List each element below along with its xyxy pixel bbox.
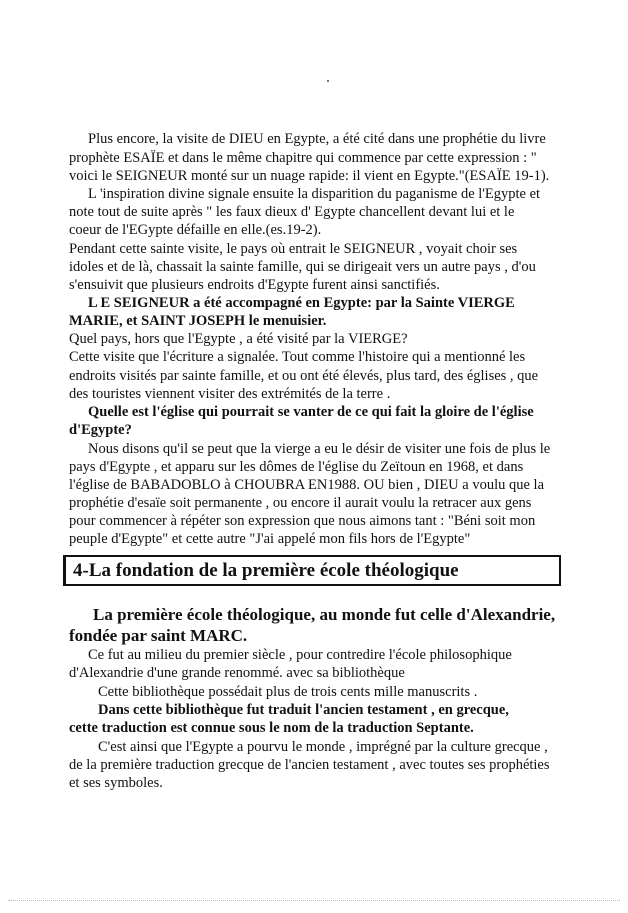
- text-line: voici le SEIGNEUR monté sur un nuage rapide: il vient en Egypte."(ESAÏE 19-1).: [69, 168, 550, 184]
- bold-question-line: d'Egypte?: [69, 422, 132, 438]
- text-line: Quel pays, hors que l'Egypte , a été visité par la VIERGE?: [69, 331, 408, 347]
- bold-text-line: cette traduction est connue sous le nom de la traduction Septante.: [69, 720, 474, 736]
- text-line: endroits visités par sainte famille, et ou ont été élevés, plus tard, des églises , que: [69, 368, 539, 384]
- text-line: peuple d'Egypte" et cette autre "J'ai appelé mon fils hors de l'Egypte": [69, 531, 471, 547]
- section-heading-box: [63, 555, 561, 586]
- text-line: Cette visite que l'écriture a signalée. Tout comme l'histoire qui a mentionné les: [69, 349, 526, 365]
- text-line: L 'inspiration divine signale ensuite la disparition du paganisme de l'Egypte et: [88, 186, 541, 202]
- text-line: l'église de BABADOBLO à CHOUBRA EN1988. OU bien , DIEU a voulu que la: [69, 477, 545, 493]
- text-line: Pendant cette sainte visite, le pays où entrait le SEIGNEUR , voyait choir ses: [69, 241, 518, 257]
- bold-text-line: L E SEIGNEUR a été accompagné en Egypte: par la Sainte VIERGE: [88, 295, 515, 311]
- subsection-title-line: La première école théologique, au monde fut celle d'Alexandrie,: [93, 605, 556, 624]
- text-line: Ce fut au milieu du premier siècle , pour contredire l'école philosophique: [88, 647, 512, 663]
- text-line: prophétie d'esaïe soit permanente , ou encore il aurait voulu la retracer aux gens: [69, 495, 532, 511]
- text-line: pays d'Egypte , et apparu sur les dômes de l'église du Zeïtoun en 1968, et dans: [69, 459, 524, 475]
- text-line: s'ensuivit que plusieurs endroits d'Egypte furent ainsi sanctifiés.: [69, 277, 440, 293]
- text-line: d'Alexandrie d'une grande renommé. avec sa bibliothèque: [69, 665, 405, 681]
- text-line: Plus encore, la visite de DIEU en Egypte, a été cité dans une prophétie du livre: [88, 131, 546, 147]
- scan-edge-line: [8, 900, 620, 901]
- bold-question-line: Quelle est l'église qui pourrait se vanter de ce qui fait la gloire de l'église: [88, 404, 534, 420]
- text-line: Nous disons qu'il se peut que la vierge a eu le désir de visiter une fois de plus le: [88, 441, 551, 457]
- text-line: pour commencer à répéter son expression que nous aimons tant : "Béni soit mon: [69, 513, 536, 529]
- text-line: note tout de suite après " les faux dieux d' Egypte chancellent devant lui et le: [69, 204, 515, 220]
- text-line: des touristes viennent visiter des extrémités de la terre .: [69, 386, 391, 402]
- bold-text-line: MARIE, et SAINT JOSEPH le menuisier.: [69, 313, 327, 329]
- text-line: prophète ESAÏE et dans le même chapitre qui commence par cette expression : ": [69, 150, 537, 166]
- scan-speck: [327, 80, 329, 82]
- text-line: Cette bibliothèque possédait plus de trois cents mille manuscrits .: [98, 684, 478, 700]
- text-line: de la première traduction grecque de l'ancien testament , avec toutes ses prophéties: [69, 757, 550, 773]
- text-line: et ses symboles.: [69, 775, 163, 791]
- subsection-title-line: fondée par saint MARC.: [69, 626, 248, 645]
- text-line: C'est ainsi que l'Egypte a pourvu le monde , imprégné par la culture grecque ,: [98, 739, 548, 755]
- section-heading: 4-La fondation de la première école théologique: [73, 560, 459, 581]
- bold-text-line: Dans cette bibliothèque fut traduit l'ancien testament , en grecque,: [98, 702, 509, 718]
- text-line: coeur de l'EGypte défaille en elle.(es.19-2).: [69, 222, 322, 238]
- text-line: idoles et de là, chassait la sainte famille, qui se dirigeait vers un autre pays , d'ou: [69, 259, 536, 275]
